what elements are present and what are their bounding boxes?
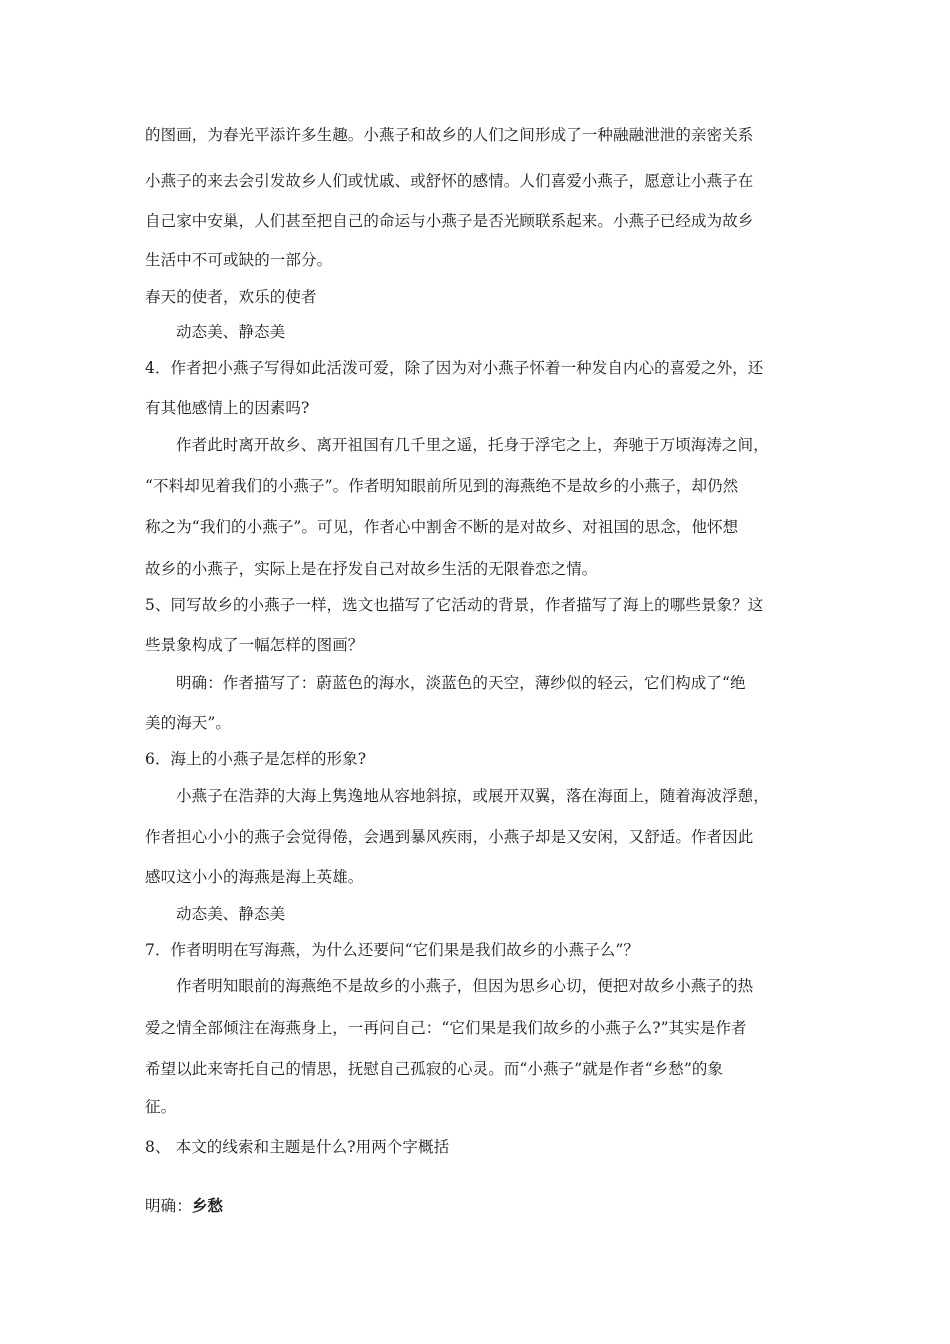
paragraph-line: 动态美、静态美 (176, 905, 286, 923)
answer-6-line: 小燕子在浩莽的大海上隽逸地从容地斜掠，或展开双翼，落在海面上，随着海波浮憩， (176, 787, 769, 805)
paragraph-line: 小燕子的来去会引发故乡人们或忧戚、或舒怀的感情。人们喜爱小燕子，愿意让小燕子在 (145, 172, 754, 190)
question-4-line: 有其他感情上的因素吗? (145, 399, 310, 417)
paragraph-line: 春天的使者，欢乐的使者 (145, 288, 317, 306)
answer-7-line: 希望以此来寄托自己的情思，抚慰自己孤寂的心灵。而“小燕子”就是作者“乡愁”的象 (145, 1060, 724, 1078)
answer-7-line: 爱之情全部倾注在海燕身上，一再问自己：“它们果是我们故乡的小燕子么?”其实是作者 (145, 1019, 747, 1037)
paragraph-line: 动态美、静态美 (176, 323, 286, 341)
answer-7-line: 作者明知眼前的海燕绝不是故乡的小燕子，但因为思乡心切，便把对故乡小燕子的热 (176, 977, 754, 995)
answer-5-line: 美的海天”。 (145, 714, 232, 732)
question-5-line: 5、同写故乡的小燕子一样，选文也描写了它活动的背景，作者描写了海上的哪些景象？这 (145, 596, 764, 614)
question-5-line: 些景象构成了一幅怎样的图画？ (145, 636, 364, 654)
question-6-line: 6．海上的小燕子是怎样的形象? (145, 750, 367, 768)
answer-8-line (145, 1196, 223, 1216)
paragraph-line: 自己家中安巢，人们甚至把自己的命运与小燕子是否光顾联系起来。小燕子已经成为故乡 (145, 212, 754, 230)
paragraph-line: 生活中不可或缺的一部分。 (145, 251, 333, 269)
question-8-line: 8、 本文的线索和主题是什么?用两个字概括 (145, 1138, 450, 1156)
answer-4-line: 故乡的小燕子，实际上是在抒发自己对故乡生活的无限眷恋之情。 (145, 560, 598, 578)
answer-5-line: 明确：作者描写了：蔚蓝色的海水，淡蓝色的天空，薄纱似的轻云，它们构成了“绝 (176, 674, 746, 692)
answer-value: 乡愁 (191, 1196, 224, 1215)
answer-4-line: 作者此时离开故乡、离开祖国有几千里之遥，托身于浮宅之上，奔驰于万顷海涛之间， (176, 436, 769, 454)
answer-label: 明确： (145, 1197, 192, 1215)
answer-6-line: 作者担心小小的燕子会觉得倦，会遇到暴风疾雨，小燕子却是又安闲，又舒适。作者因此 (145, 828, 754, 846)
question-4-line: 4．作者把小燕子写得如此活泼可爱，除了因为对小燕子怀着一种发自内心的喜爱之外，还 (145, 359, 764, 377)
answer-6-line: 感叹这小小的海燕是海上英雄。 (145, 868, 364, 886)
question-7-line: 7．作者明明在写海燕，为什么还要问“它们果是我们故乡的小燕子么”？ (145, 941, 640, 959)
answer-4-line: “不料却见着我们的小燕子”。作者明知眼前所见到的海燕绝不是故乡的小燕子，却仍然 (145, 477, 739, 495)
answer-4-line: 称之为“我们的小燕子”。可见，作者心中割舍不断的是对故乡、对祖国的思念，他怀想 (145, 518, 739, 536)
paragraph-line: 的图画，为春光平添许多生趣。小燕子和故乡的人们之间形成了一种融融泄泄的亲密关系 (145, 126, 754, 144)
answer-7-line: 征。 (145, 1098, 177, 1116)
